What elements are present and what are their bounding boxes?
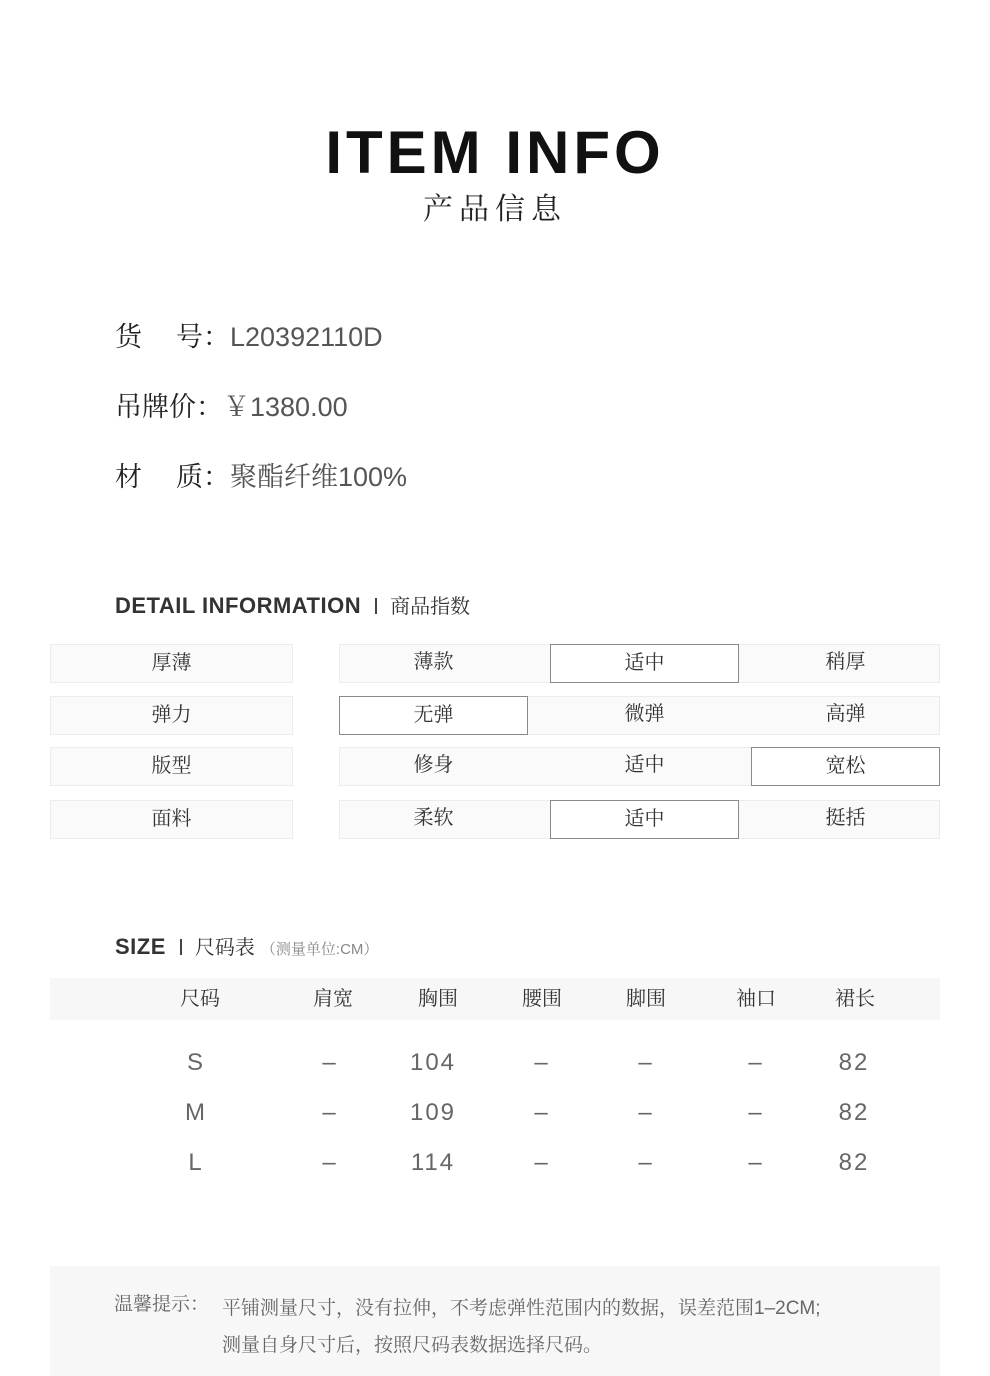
size-cell: 82: [838, 1049, 870, 1076]
tip-label: 温馨提示：: [114, 1294, 210, 1315]
size-cell: 82: [838, 1099, 870, 1126]
sku-value: L20392110D: [230, 322, 383, 352]
sku-label-b: 号: [176, 322, 203, 352]
size-cell: –: [534, 1149, 550, 1176]
size-heading-unit: （测量单位:CM）: [260, 941, 379, 958]
detail-heading-en: DETAIL INFORMATION: [115, 593, 362, 618]
price-label: 吊牌价：: [115, 392, 223, 422]
sku-colon: ：: [203, 322, 230, 352]
detail-option: 稍厚: [825, 651, 866, 673]
price-row: [115, 391, 348, 423]
size-cell: –: [322, 1149, 338, 1176]
size-cell: 104: [409, 1049, 457, 1076]
size-heading: [115, 934, 378, 963]
heading-divider: [180, 939, 182, 955]
size-cell: –: [322, 1049, 338, 1076]
detail-option: 适中: [624, 754, 665, 776]
size-cell: –: [748, 1149, 764, 1176]
detail-row-label: 厚薄: [50, 644, 293, 683]
size-cell: –: [322, 1099, 338, 1126]
size-heading-zh: 尺码表: [194, 937, 255, 959]
size-column-header: 肩宽: [313, 988, 353, 1010]
size-cell: –: [638, 1099, 654, 1126]
detail-row-label: 版型: [50, 747, 293, 786]
detail-heading-zh: 商品指数: [390, 596, 471, 618]
detail-option: 薄款: [413, 651, 454, 673]
heading-divider: [375, 598, 377, 614]
size-column-header: 胸围: [418, 988, 458, 1010]
material-value: 聚酯纤维100%: [230, 462, 408, 492]
tip-text: [222, 1290, 922, 1364]
material-colon: ：: [203, 462, 230, 492]
sku-label-a: 货: [115, 322, 142, 352]
size-column-header: 腰围: [522, 988, 562, 1010]
size-cell: 114: [410, 1149, 456, 1176]
detail-heading: [115, 593, 470, 620]
material-row: [115, 461, 407, 493]
size-cell: 109: [409, 1099, 457, 1126]
detail-option: 高弹: [825, 703, 866, 725]
size-cell: L: [188, 1149, 204, 1176]
detail-option-selected: 适中: [550, 644, 739, 683]
detail-option: 柔软: [413, 807, 454, 829]
size-cell: S: [186, 1049, 205, 1076]
size-cell: –: [638, 1049, 654, 1076]
size-column-header: 尺码: [180, 988, 220, 1010]
detail-option: 修身: [413, 754, 454, 776]
tip-line-1: 平铺测量尺寸，没有拉伸，不考虑弹性范围内的数据，误差范围1–2CM;: [222, 1298, 821, 1319]
tip-line-2: 测量自身尺寸后，按照尺码表数据选择尺码。: [222, 1335, 603, 1356]
detail-option-selected: 适中: [550, 800, 739, 839]
material-label-a: 材: [115, 462, 142, 492]
page-title: ITEM INFO: [325, 119, 665, 186]
sku-row: [115, 321, 383, 353]
size-column-header: 脚围: [626, 988, 666, 1010]
detail-option: 挺括: [825, 807, 866, 829]
size-column-header: 裙长: [835, 988, 875, 1010]
material-label-b: 质: [176, 462, 203, 492]
detail-option-selected: 无弹: [339, 696, 528, 735]
size-cell: –: [748, 1099, 764, 1126]
size-cell: –: [638, 1149, 654, 1176]
size-column-header: 袖口: [736, 988, 776, 1010]
size-cell: 82: [838, 1149, 870, 1176]
size-cell: –: [534, 1099, 550, 1126]
detail-row-label: 弹力: [50, 696, 293, 735]
size-cell: M: [185, 1099, 207, 1126]
size-cell: –: [748, 1049, 764, 1076]
size-heading-en: SIZE: [115, 934, 166, 959]
price-value: ￥1380.00: [223, 392, 348, 422]
detail-option: 微弹: [624, 703, 665, 725]
detail-row-label: 面料: [50, 800, 293, 839]
detail-option-selected: 宽松: [751, 747, 940, 786]
page-subtitle: 产品信息: [423, 193, 567, 226]
size-cell: –: [534, 1049, 550, 1076]
